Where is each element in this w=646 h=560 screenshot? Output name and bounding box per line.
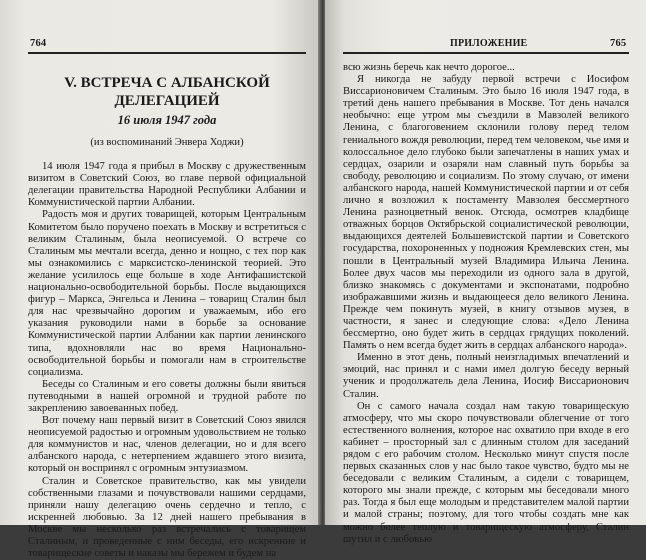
- paragraph: всю жизнь беречь как нечто дорогое...: [343, 62, 515, 73]
- right-text-column: [343, 62, 629, 546]
- chapter-title: V. ВСТРЕЧА С АЛБАНСКОЙ ДЕЛЕГАЦИЕЙ: [64, 75, 270, 109]
- paragraph: Беседы со Сталиным и его советы должны были явиться путеводными в нашей огромной и трудной работе по закреплению завоеванных побед.: [28, 378, 306, 414]
- page-number-left: 764: [30, 38, 47, 49]
- paragraph: Я никогда не забуду первой встречи с Иосифом Виссарионовичем Сталиным. Это было 16 июля 1947 года, в третий день нашего пребывания в Москве. Тот день начался необычно: еще утром мы съездили в Мавзолей великого Ленина, с благоговением склонили голову перед телом гениального вождя революции, перед тем человеком, чье имя и колоссальное дело глубоко были запечатлены в наших умах и сердцах, озарили и озаряли нам славный путь борьбы за свободу, революцию и социализм. По этому случаю, от имени албанского народа, нашей Коммунистической партии и от себя лично я возложил к постаменту Мавзолея бессмертного Ленина разноцветный венок. Отсюда, осмотрев кладбище отважных борцов Октябрьской социалистической революции, выдающихся деятелей Большевистской партии и Советского государства, похороненных у подножия Кремлевских стен, мы пошли в Центральный музей Владимира Ильича Ленина. Более двух часов мы переходили из одного зала в другой, близко знакомясь с документами и экспонатами, подробно изображавшими жизнь и выдающееся дело великого Ленина. Прежде чем покинуть музей, в книгу отзывов музея, в частности, я занес и следующие слова: «Дело Ленина бессмертно, оно будет жить в сердцах грядущих поколений. Память о нем всегда будет жить в сердцах албанского народа».: [343, 74, 629, 352]
- paragraph: Он с самого начала создал нам такую товарищескую атмосферу, что мы скоро почувствовали облегчение от того естественного волнения, которое нас охватило при входе в его кабинет – просторный зал с длинным столом для заседаний рядом с его рабочим столом. Несколько минут спустя после первых сказанных слов у нас было такое чувство, будто мы не беседовали с великим Сталиным, а сидели с товарищем, которого мы знали прежде, с которым мы беседовали много раз. Тогда я был еще молодым и представителем малой партии и малой страны; поэтому, для того чтобы создать мне как можно более теплую и товарищескую атмосферу, Сталин шутил и с любовью: [343, 400, 629, 545]
- paragraph: Сталин и Советское правительство, как мы увидели собственными глазами и почувствовали нашими сердцами, приняли нашу делегацию очень сердечно и тепло, с искренней любовью. За 12 дней нашего пребывания в Москве мы несколько раз встречались с товарищем Сталиным, и проведенные с ним беседы, его искренние и товарищеские советы и наказы мы бережем и будем на: [28, 475, 306, 560]
- chapter-date: 16 июля 1947 года: [117, 113, 217, 127]
- page-number-right: 765: [610, 38, 627, 49]
- paragraph: 14 июля 1947 года я прибыл в Москву с дружественным визитом в Советский Союз, во главе первой официальной делегации правительства Народной Республики Албании и Коммунистической партии Албании.: [28, 161, 306, 209]
- paragraph: Радость моя и других товарищей, которым Центральным Комитетом было поручено поехать в Москву и встретиться с великим Сталиным, была неописуемой. О встрече со Сталиным мы мечтали всегда, денно и нощно, с тех пор как мы ознакомились с марксистско-ленинской теорией. Это желание усилилось еще больше в ходе Антифашистской национально-освободительной борьбы. После выдающихся фигур – Маркса, Энгельса и Ленина – товарищ Сталин был для нас чрезвычайно дорогим и уважаемым, ибо его указания руководили нами в борьбе за основание Коммунистической партии Албании как партии ленинского типа, вдохновляли нас во время Национально-освободительной борьбы и помогали нам в строительстве социализма.: [28, 209, 306, 378]
- right-page: [325, 0, 646, 545]
- left-text-column: [28, 62, 306, 560]
- paragraph: Именно в этот день, полный неизгладимых впечатлений и эмоций, нас принял и с нами имел долгую беседу верный ученик и продолжатель дела Ленина, Иосиф Виссарионович Сталин.: [343, 352, 629, 400]
- chapter-source: (из воспоминаний Энвера Ходжи): [90, 137, 244, 148]
- left-page: [0, 0, 320, 560]
- header-rule-right: [343, 52, 629, 54]
- running-head: ПРИЛОЖЕНИЕ: [450, 38, 528, 49]
- paragraph: Вот почему наш первый визит в Советский Союз явился неописуемой радостью и огромным удовольствием не только для коммунистов и нас, членов делегации, но и для всего албанского народа, с нетерпением ждавшего этого визита, который он воспринял с огромным энтузиазмом.: [28, 415, 306, 475]
- header-rule-left: [28, 52, 306, 54]
